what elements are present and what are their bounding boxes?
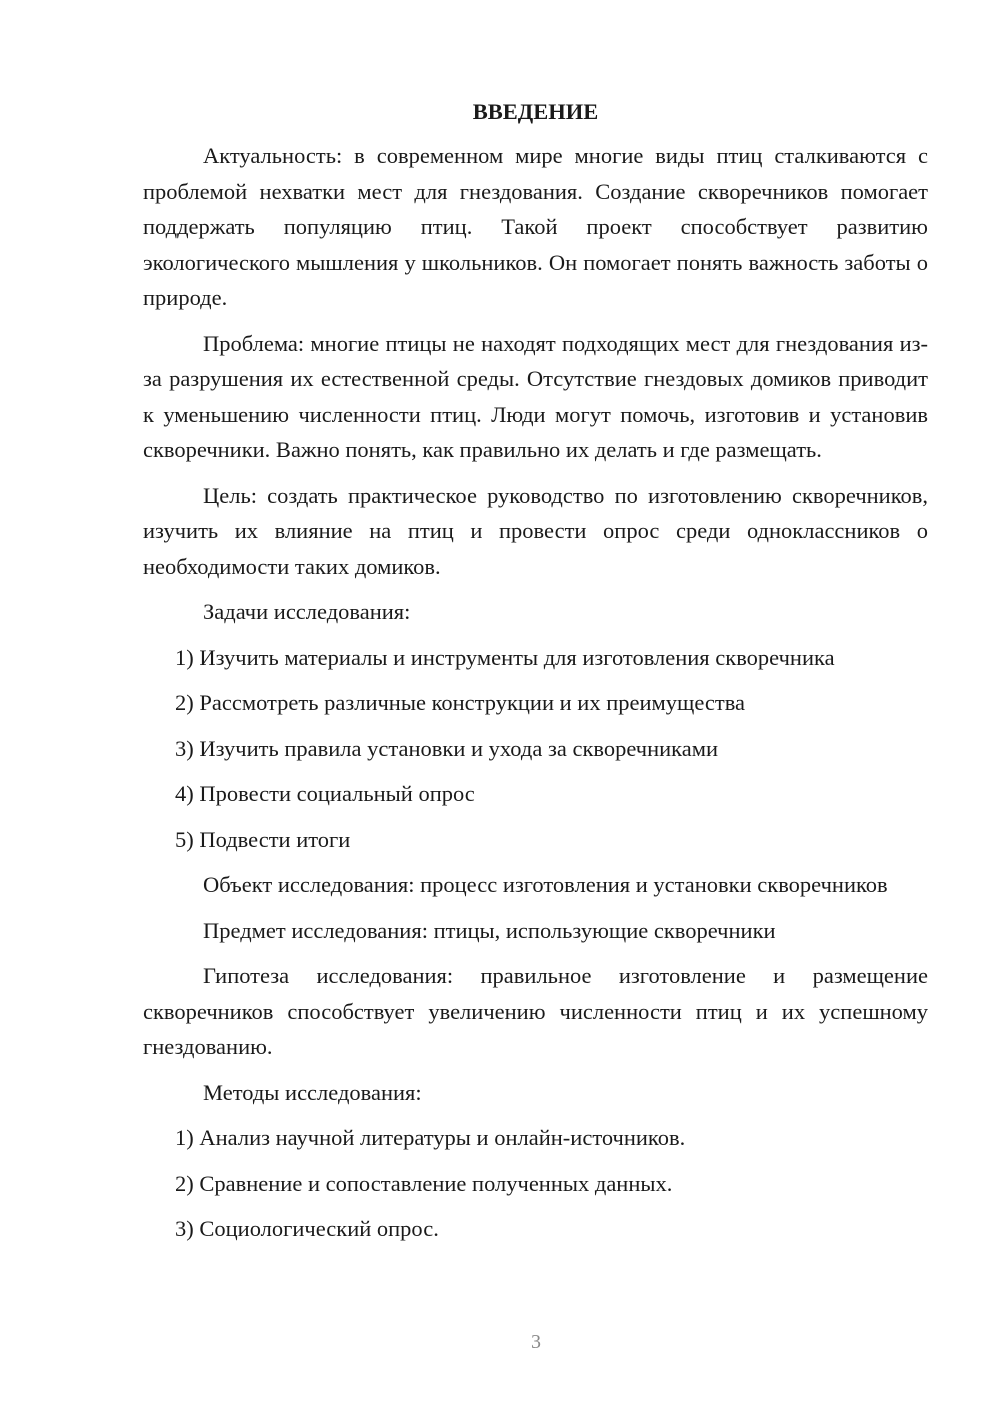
relevance-paragraph: Актуальность: в современном мире многие виды птиц сталкиваются с проблемой нехватки мест для гнездования. Создание скворечников помогает поддержать популяцию птиц. Такой проект способствует развитию экологического мышления у школьников. Он помогает понять важность заботы о природе.	[143, 143, 928, 310]
list-item: 1) Анализ научной литературы и онлайн-источников.	[175, 1125, 686, 1150]
object-paragraph: Объект исследования: процесс изготовления и установки скворечников	[203, 872, 888, 897]
list-item: 4) Провести социальный опрос	[175, 781, 475, 806]
list-item: 1) Изучить материалы и инструменты для изготовления скворечника	[175, 644, 835, 670]
goal-paragraph: Цель: создать практическое руководство по изготовлению скворечников, изучить их влияние на птиц и провести опрос среди одноклассников о необходимости таких домиков.	[143, 482, 928, 579]
list-item: 5) Подвести итоги	[175, 826, 351, 852]
tasks-heading: Задачи исследования:	[203, 599, 411, 624]
tasks-list	[143, 640, 928, 858]
list-item: 3) Изучить правила установки и ухода за скворечниками	[175, 735, 719, 761]
subject-paragraph: Предмет исследования: птицы, использующие скворечники	[203, 917, 776, 943]
page-content	[143, 94, 928, 1257]
page-number: 3	[531, 1331, 541, 1353]
methods-list	[143, 1120, 928, 1247]
section-title: ВВЕДЕНИЕ	[472, 99, 599, 124]
list-item: 2) Рассмотреть различные конструкции и их преимущества	[175, 690, 746, 715]
hypothesis-paragraph: Гипотеза исследования: правильное изготовление и размещение скворечников способствует увеличению численности птиц и их успешному гнездованию.	[143, 963, 928, 1059]
list-item: 3) Социологический опрос.	[175, 1216, 439, 1241]
methods-heading: Методы исследования:	[203, 1079, 422, 1105]
problem-paragraph: Проблема: многие птицы не находят подходящих мест для гнездования из-за разрушения их естественной среды. Отсутствие гнездовых домиков приводит к уменьшению численности птиц. Люди могут помочь, изготовив и установив скворечники. Важно понять, как правильно их делать и где размещать.	[143, 330, 928, 462]
list-item: 2) Сравнение и сопоставление полученных данных.	[175, 1170, 673, 1196]
